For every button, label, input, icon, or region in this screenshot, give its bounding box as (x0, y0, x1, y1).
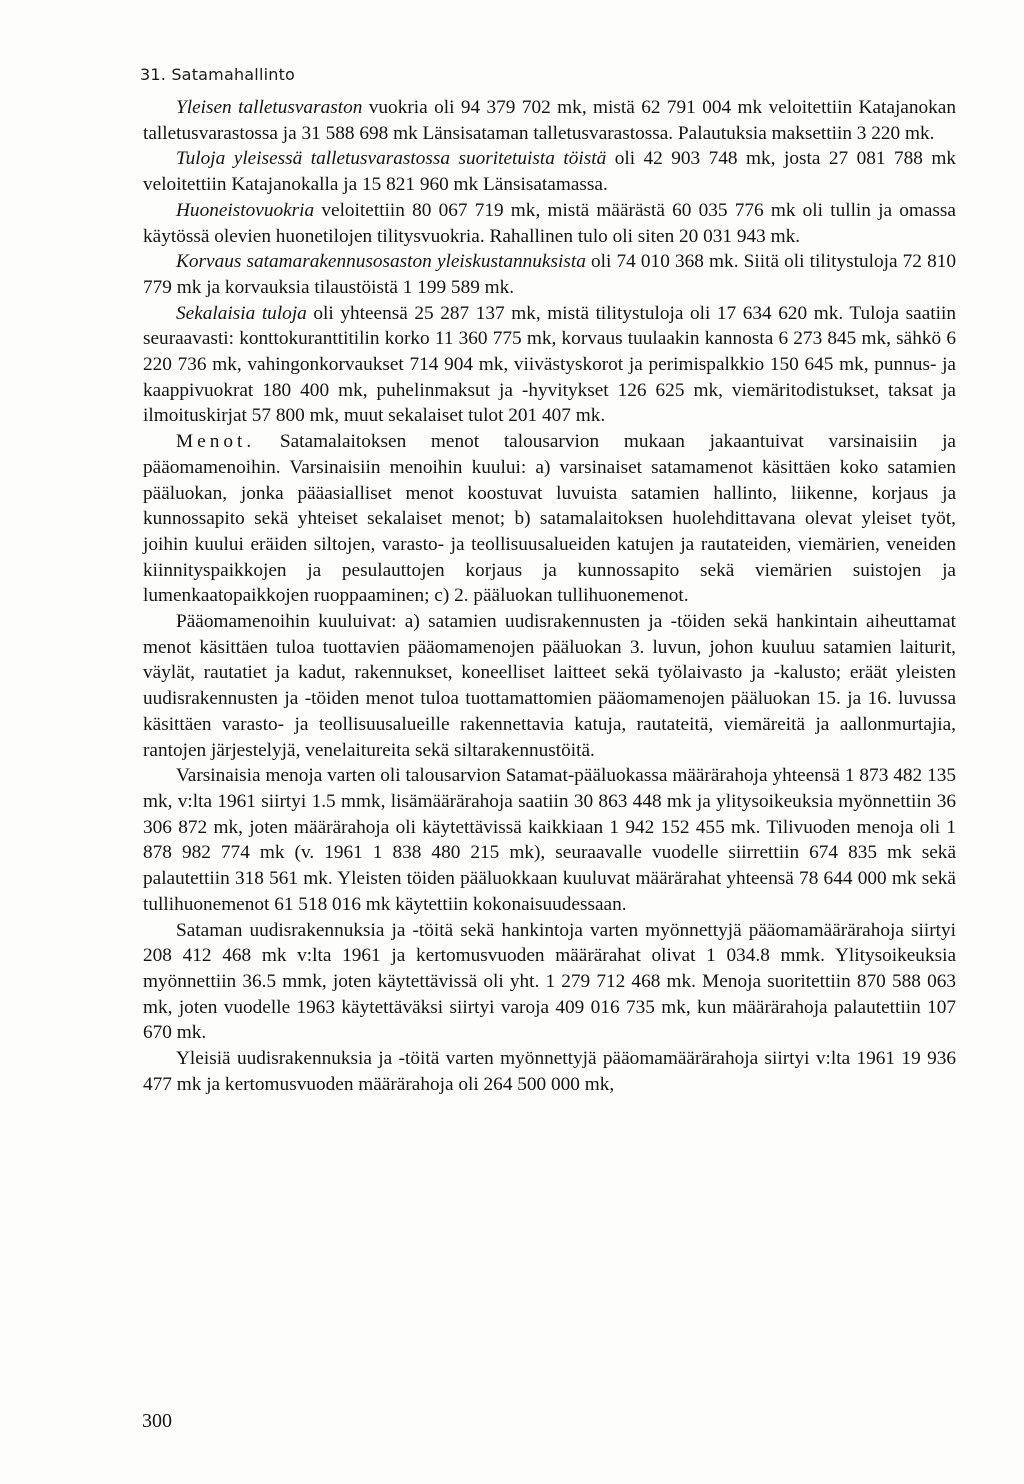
paragraph-text: oli 42 903 748 mk, josta 27 081 788 mk veloitettiin Katajanokalla ja 15 821 960 mk Länsisatamassa. (143, 148, 956, 196)
running-head: 31. Satamahallinto (140, 65, 296, 84)
paragraph-text: vuokria oli 94 379 702 mk, mistä 62 791 004 mk veloitettiin Katajanokan talletusvarastossa ja 31 588 698 mk Länsisataman talletusvarastossa. Palautuksia maksettiin 3 220 mk. (143, 97, 956, 144)
paragraph-lead: Huoneistovuokria (176, 199, 315, 221)
paragraph-text: oli 74 010 368 mk. Siitä oli tilitystuloja 72 810 779 mk ja korvauksia tilaustöistä 1 199 589 mk. (143, 251, 957, 298)
paragraph-lead: Tuloja yleisessä talletusvarastossa suoritetuista töistä (176, 148, 607, 170)
paragraph (143, 763, 956, 917)
paragraph-text: Pääomamenoihin kuuluivat: a) satamien uudisrakennusten ja -töiden sekä hankintain aiheuttamat menot käsittäen tuloa tuottavien pääomamenojen pääluokan 3. luvun, johon kuuluu satamien laiturit, väylät, rautatiet ja kadut, rakennukset, koneelliset laitteet sekä työlaivasto ja -kalusto; eräät yleisten uudisrakennusten ja -töiden menot tuloa tuottamattomien pääomamenojen pääluokan 15. ja 16. luvussa käsittäen varasto- ja teollisuusalueille rakennettavia katuja, rautateitä, viemäreitä ja aallonmurtajia, rantojen järjestelyjä, venelaitureita sekä siltarakennustöitä. (143, 611, 956, 761)
paragraph (143, 429, 956, 609)
paragraph (143, 609, 956, 763)
paragraph-text: Yleisiä uudisrakennuksia ja -töitä varten myönnettyjä pääomamäärärahoja siirtyi v:lta 1961 19 936 477 mk ja kertomusvuoden määrärahoja oli 264 500 000 mk, (143, 1048, 956, 1095)
section-heading-menot: Menot. (176, 431, 256, 453)
paragraph (143, 301, 956, 430)
paragraph-text: oli yhteensä 25 287 137 mk, mistä tilitystuloja oli 17 634 620 mk. Tuloja saatiin seuraavasti: konttokuranttitilin korko 11 360 775 mk, korvaus tuulaakin kannosta 6 273 845 mk, sähkö 6 220 736 mk, vahingonkorvaukset 714 904 mk, viivästyskorot ja perimispalkkio 150 645 mk, punnus- ja kaappivuokrat 180 400 mk, puhelinmaksut ja -hyvitykset 126 625 mk, viemäritodistukset, taksat ja ilmoituskirjat 57 800 mk, muut sekalaiset tulot 201 407 mk. (143, 302, 956, 427)
paragraph-text: Varsinaisia menoja varten oli talousarvion Satamat-pääluokassa määrärahoja yhteensä 1 873 482 135 mk, v:lta 1961 siirtyi 1.5 mmk, lisämäärärahoja saatiin 30 863 448 mk ja ylitysoikeuksia myönnettiin 36 306 872 mk, joten määrärahoja oli käytettävissä kaikkiaan 1 942 152 455 mk. Tilivuoden menoja oli 1 878 982 774 mk (v. 1961 1 838 480 215 mk), seuraavalle vuodelle siirrettiin 674 835 mk sekä palautettiin 318 561 mk. Yleisten töiden pääluokkaan kuuluvat määrärahat yhteensä 78 644 000 mk sekä tullihuonemenot 61 518 016 mk käytettiin kokonaisuudessaan. (143, 765, 956, 915)
paragraph-lead: Korvaus satamarakennusosaston yleiskustannuksista (176, 251, 586, 273)
paragraph (143, 198, 956, 249)
paragraph-text: veloitettiin 80 067 719 mk, mistä määrästä 60 035 776 mk oli tullin ja omassa käytössä olevien huonetilojen tilitysvuokria. Rahallinen tulo oli siten 20 031 943 mk. (143, 199, 956, 247)
paragraph (143, 249, 956, 300)
paragraph (143, 1046, 956, 1097)
paragraph (143, 95, 956, 146)
paragraph-text: Satamalaitoksen menot talousarvion mukaan jakaantuivat varsinaisiin ja pääomamenoihin. Varsinaisiin menoihin kuului: a) varsinaiset satamamenot käsittäen koko satamien pääluokan, jonka pääasialliset menot koostuvat luvuista satamien hallinto, liikenne, korjaus ja kunnossapito sekä yhteiset sekalaiset menot; b) satamalaitoksen huolehdittavana olevat yleiset työt, joihin kuului eräiden siltojen, varasto- ja teollisuusalueiden katujen ja rautateiden, viemärien, veneiden kiinnityspaikkojen ja pesulauttojen korjaus ja kunnossapito sekä viemärien suistojen ja lumenkaatopaikkojen ruoppaaminen; c) 2. pääluokan tullihuonemenot. (143, 431, 956, 607)
body-text (143, 95, 956, 1097)
paragraph-lead: Yleisen talletusvaraston (176, 97, 363, 118)
paragraph (143, 146, 956, 197)
paragraph-text: Sataman uudisrakennuksia ja -töitä sekä hankintoja varten myönnettyjä pääomamäärärahoja siirtyi 208 412 468 mk v:lta 1961 ja kertomusvuoden määrärahat olivat 1 034.8 mmk. Ylitysoikeuksia myönnettiin 36.5 mmk, joten käytettävissä oli yht. 1 279 712 468 mk. Menoja suoritettiin 870 588 063 mk, joten vuodelle 1963 käytettäväksi siirtyi varoja 409 016 735 mk, kun määrärahoja palautettiin 107 670 mk. (143, 919, 956, 1044)
page-number: 300 (142, 1410, 172, 1432)
paragraph-lead: Sekalaisia tuloja (176, 302, 307, 324)
paragraph (143, 918, 956, 1047)
